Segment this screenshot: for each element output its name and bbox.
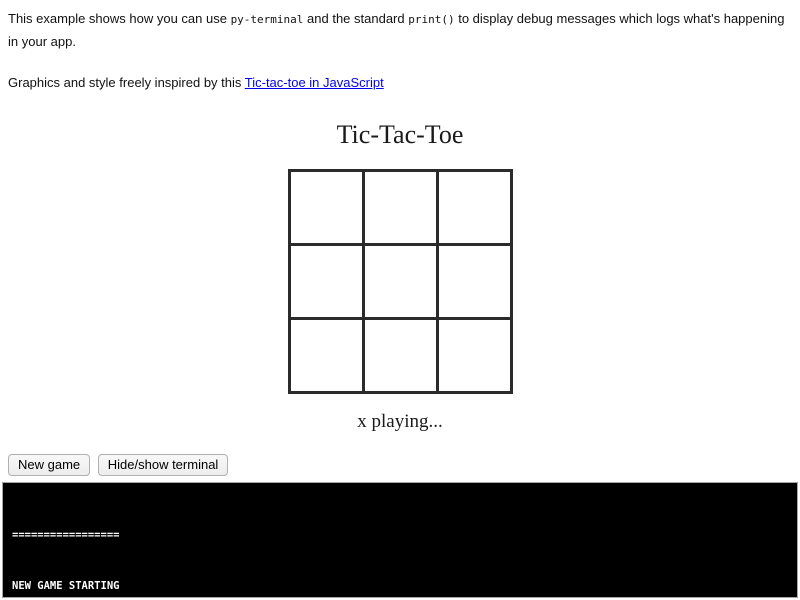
tictactoe-board — [288, 169, 513, 394]
intro-text-1: This example shows how you can use — [8, 11, 231, 26]
board-cell[interactable] — [365, 172, 436, 243]
terminal-line: ================= — [12, 529, 120, 541]
terminal-output[interactable] — [2, 482, 798, 598]
toggle-terminal-button[interactable]: Hide/show terminal — [98, 454, 229, 476]
board-cell[interactable] — [291, 246, 362, 317]
print-code: print() — [408, 13, 455, 26]
new-game-button[interactable]: New game — [8, 454, 90, 476]
board-cell[interactable] — [439, 172, 510, 243]
board-cell[interactable] — [439, 320, 510, 391]
game-title: Tic-Tac-Toe — [336, 120, 464, 149]
terminal-line: NEW GAME STARTING — [12, 580, 120, 592]
py-terminal-code: py-terminal — [230, 13, 304, 26]
board-cell[interactable] — [291, 172, 362, 243]
game-status: x playing... — [357, 411, 443, 432]
board-cell[interactable] — [365, 246, 436, 317]
credits-paragraph — [8, 72, 792, 94]
board-cell[interactable] — [365, 320, 436, 391]
tictactoe-javascript-link[interactable]: Tic-tac-toe in JavaScript — [244, 75, 384, 90]
board-cell[interactable] — [439, 246, 510, 317]
intro-text-2: and the standard — [303, 11, 409, 26]
intro-paragraph — [8, 8, 792, 53]
toolbar — [8, 454, 792, 476]
credits-text: Graphics and style freely inspired by this — [8, 75, 245, 90]
board-cell[interactable] — [291, 320, 362, 391]
intro-text-3: to display debug messages which logs what's happening in your app. — [8, 11, 785, 49]
